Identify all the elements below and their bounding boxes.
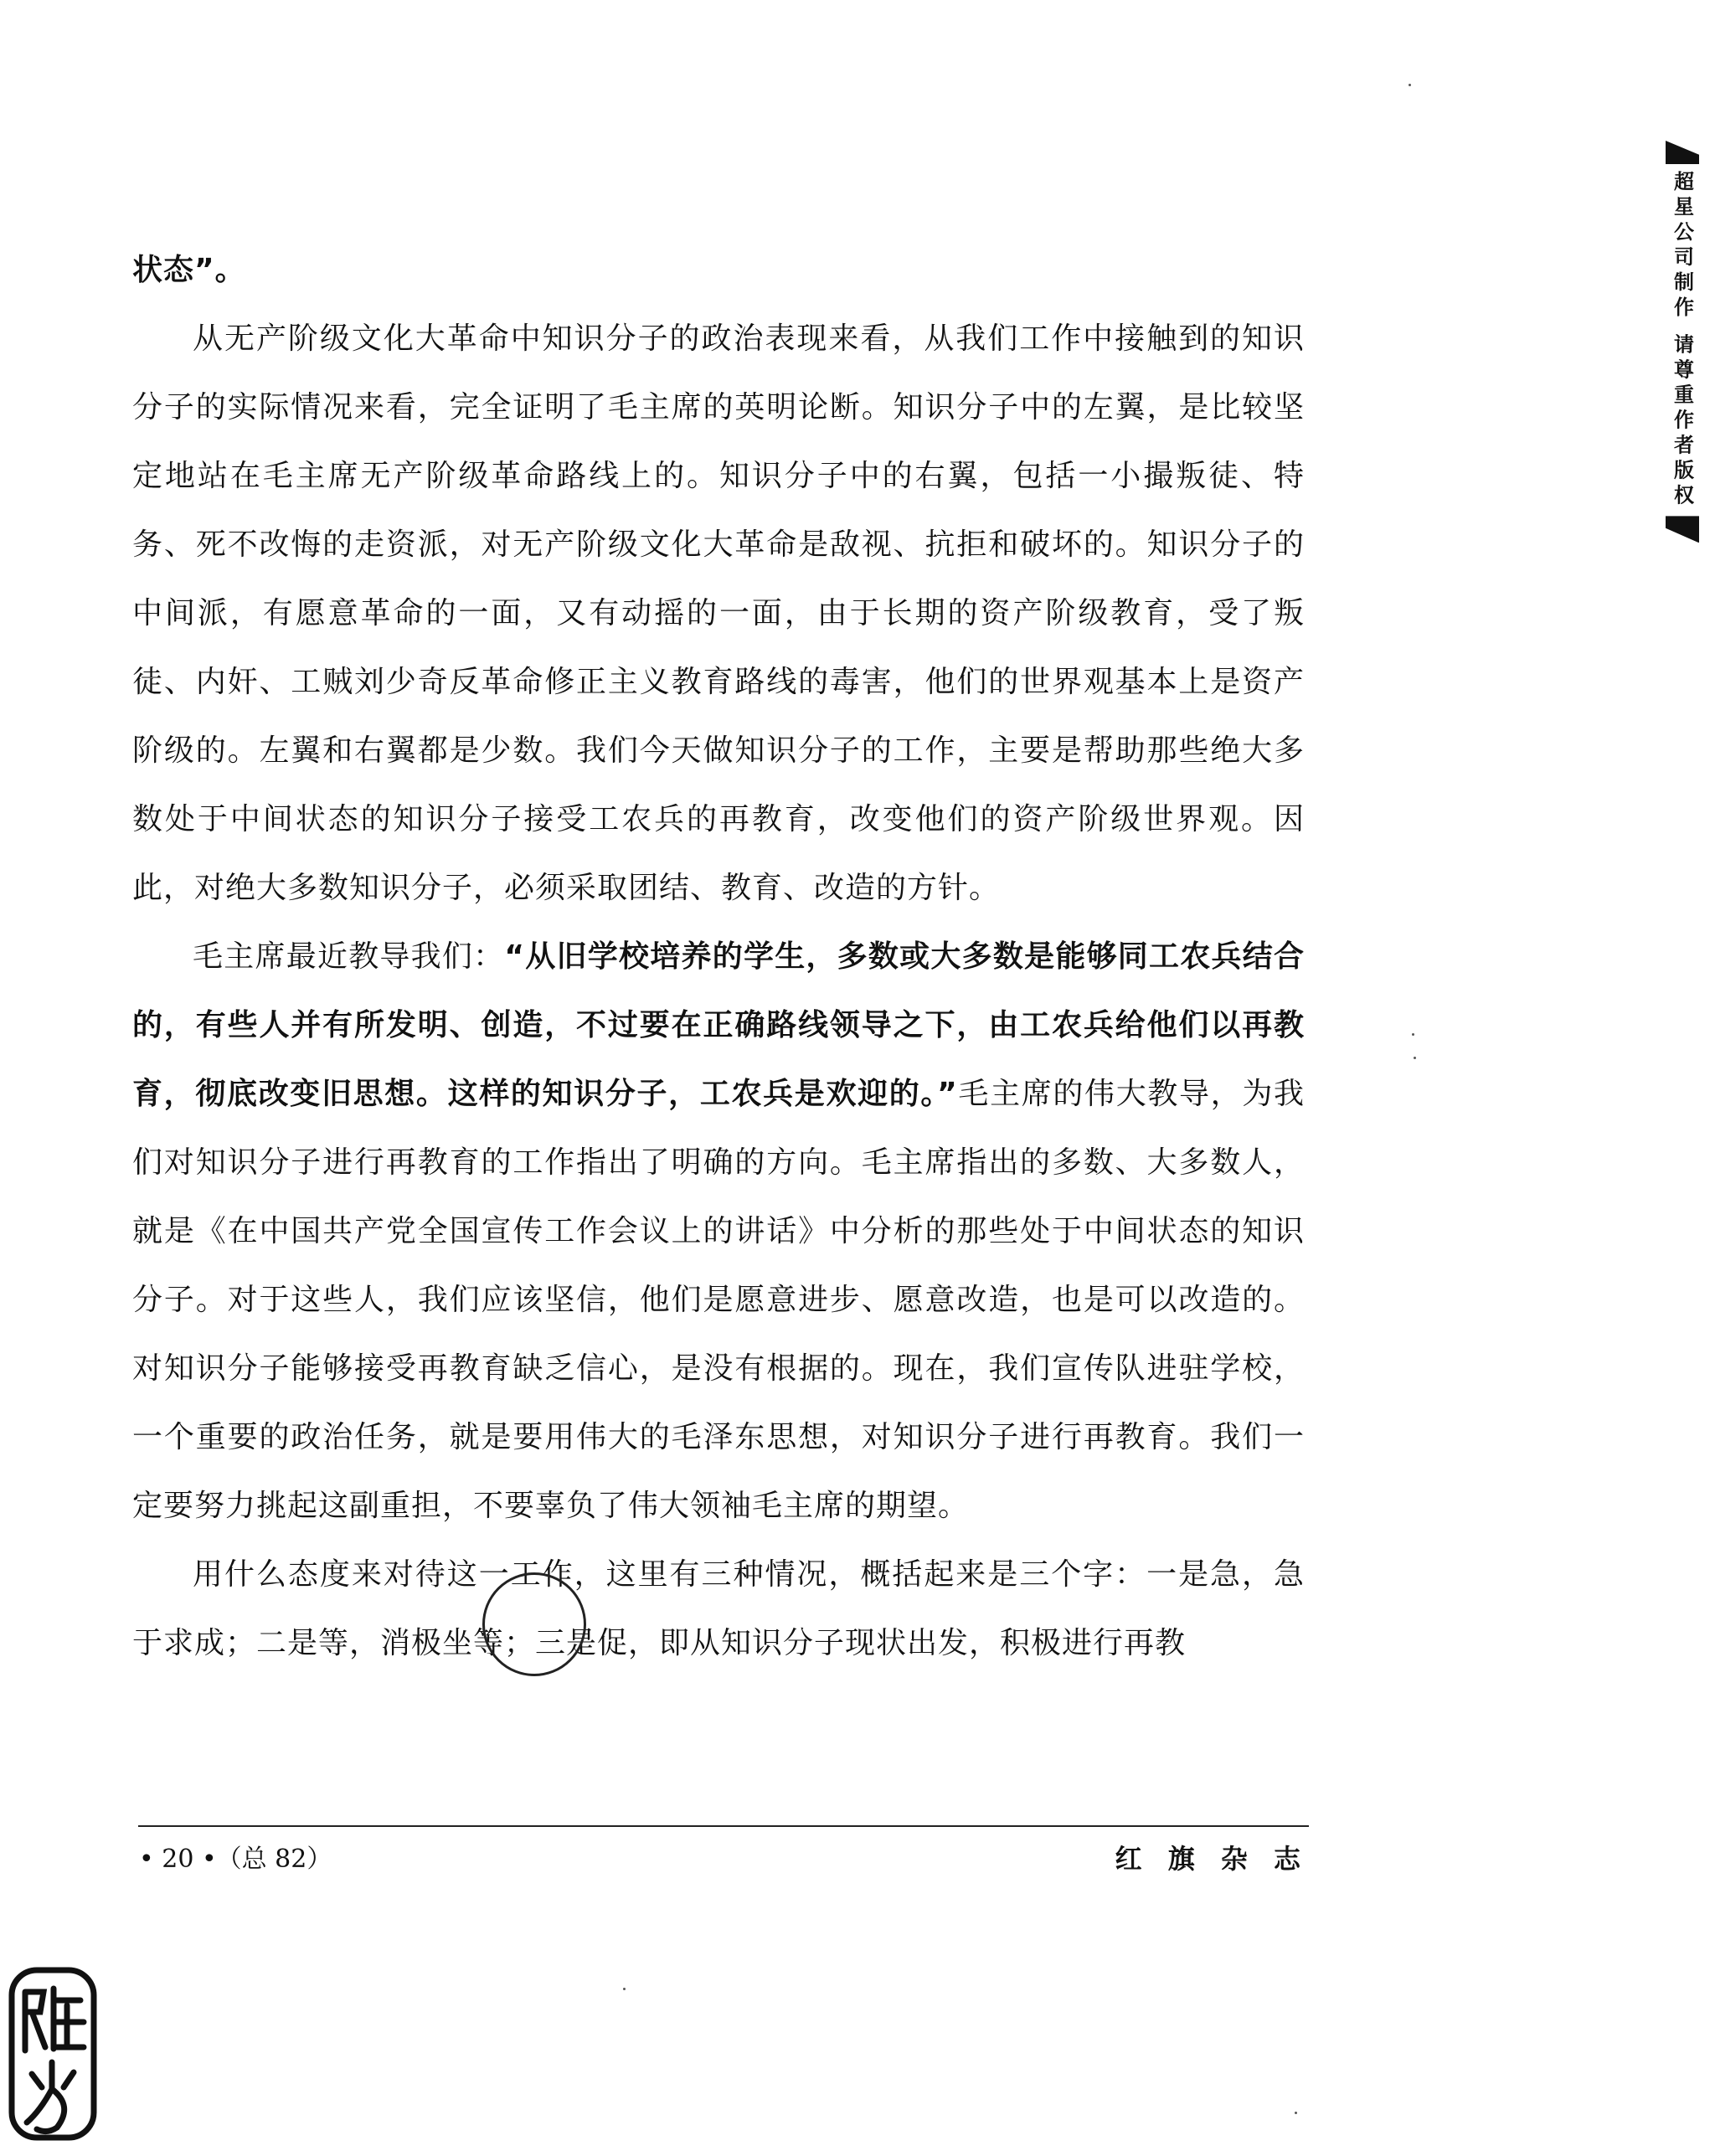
pen-circle-mark — [482, 1572, 586, 1676]
scan-speck — [1412, 1033, 1414, 1036]
footer-rule — [138, 1825, 1309, 1827]
paragraph-3 — [132, 923, 1305, 1541]
paragraph-2: 从无产阶级文化大革命中知识分子的政治表现来看，从我们工作中接触到的知识分子的实际情况来看，完全证明了毛主席的英明论断。知识分子中的左翼，是比较坚定地站在毛主席无产阶级革命路线上的。知识分子中的右翼，包括一小撮叛徒、特务、死不改悔的走资派，对无产阶级文化大革命是敌视、抗拒和破坏的。知识分子的中间派，有愿意革命的一面，又有动摇的一面，由于长期的资产阶级教育，受了叛徒、内奸、工贼刘少奇反革命修正主义教育路线的毒害，他们的世界观基本上是资产阶级的。左翼和右翼都是少数。我们今天做知识分子的工作，主要是帮助那些绝大多数处于中间状态的知识分子接受工农兵的再教育，改变他们的资产阶级世界观。因此，对绝大多数知识分子，必须采取团结、教育、改造的方针。 — [132, 322, 1305, 905]
scan-speck — [623, 1988, 626, 1990]
scan-speck — [1295, 2112, 1297, 2114]
paragraph-4: 用什么态度来对待这一工作，这里有三种情况，概括起来是三个字：一是急，急于求成；二是等，消极坐等；三是促，即从知识分子现状出发，积极进行再教 — [132, 1557, 1305, 1660]
page-number: • 20 •（总 82） — [139, 1845, 332, 1874]
side-bar-top-icon — [1666, 141, 1699, 164]
paragraph-1: 状态”。 — [132, 253, 246, 287]
paragraph-3-intro: 毛主席最近教导我们： — [193, 939, 505, 974]
paragraph-3-rest: 毛主席的伟大教导，为我们对知识分子进行再教育的工作指出了明确的方向。毛主席指出的多数、大多数人，就是《在中国共产党全国宣传工作会议上的讲话》中分析的那些处于中间状态的知识分子。对于这些人，我们应该坚信，他们是愿意进步、愿意改造，也是可以改造的。对知识分子能够接受再教育缺乏信心，是没有根据的。现在，我们宣传队进驻学校，一个重要的政治任务，就是要用伟大的毛泽东思想，对知识分子进行再教育。我们一定要努力挑起这副重担，不要辜负了伟大领袖毛主席的期望。 — [132, 1077, 1305, 1523]
body-text — [132, 236, 1305, 1678]
scan-speck — [1409, 84, 1411, 86]
journal-name: 红 旗 杂 志 — [1115, 1843, 1309, 1875]
mao-quote: “从旧学校培养的学生，多数或大多数是能够同工农兵结合的，有些人并有所发明、创造，不过要在正确路线领导之下，由工农兵给他们以再教育，彻底改变旧思想。这样的知识分子，工农兵是欢迎的。” — [132, 939, 1305, 1111]
side-bar-bottom-icon — [1666, 516, 1699, 543]
scan-speck — [1414, 1057, 1416, 1059]
side-watermark — [1665, 141, 1700, 543]
side-watermark-text: 超星公司制作 请尊重作者版权 — [1670, 171, 1694, 510]
seal-stamp-icon — [7, 1963, 99, 2146]
